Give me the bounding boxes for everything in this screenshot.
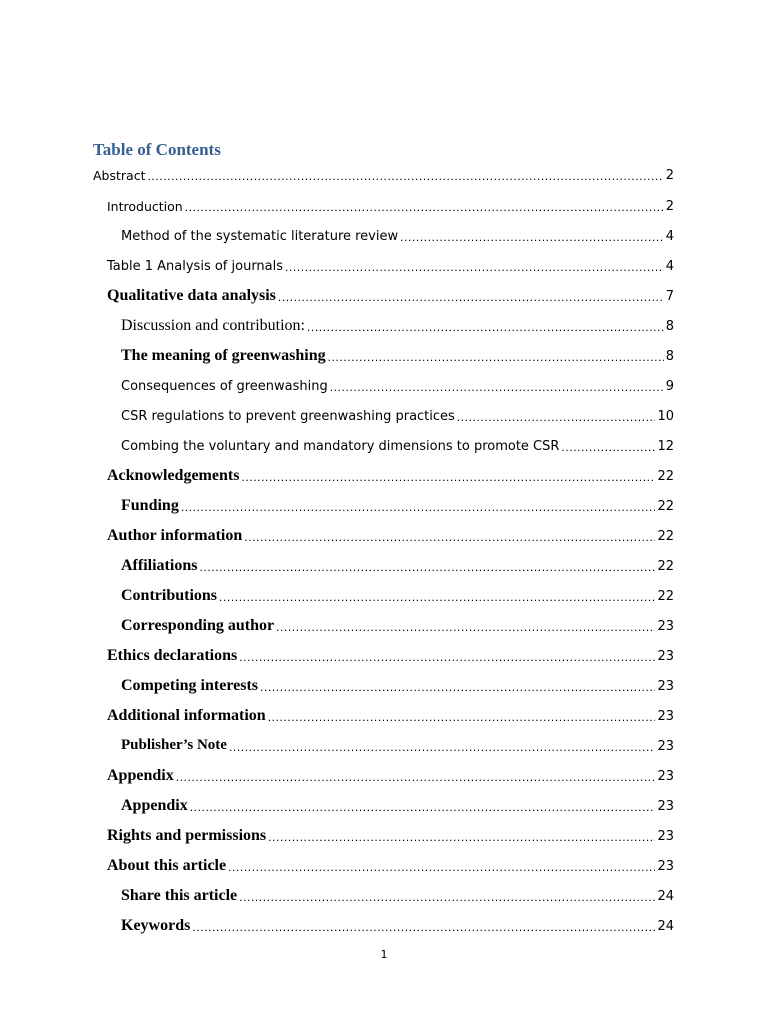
dot-leader [457, 409, 656, 425]
toc-entry-page: 23 [657, 679, 674, 694]
toc-entry-page: 2 [665, 168, 674, 183]
toc-entry-share-this-article[interactable] [121, 881, 674, 905]
toc-entry-additional-information[interactable] [107, 701, 674, 725]
toc-entry-label: Appendix [107, 767, 174, 784]
toc-entry-combing-dimensions[interactable] [121, 431, 674, 455]
toc-entry-contributions[interactable] [121, 581, 674, 605]
toc-entry-label: Introduction [107, 199, 183, 214]
dot-leader [190, 799, 656, 815]
dot-leader [260, 679, 655, 695]
dot-leader [239, 889, 655, 905]
toc-entry-page: 22 [657, 469, 674, 484]
toc-heading: Table of Contents [93, 140, 221, 159]
page-number: 1 [380, 948, 388, 961]
toc-entry-label: Table 1 Analysis of journals [107, 259, 284, 274]
dot-leader [229, 739, 655, 755]
toc-entry-label: Discussion and contribution: [121, 317, 305, 334]
toc-entry-page: 23 [657, 799, 674, 814]
toc-entry-label: About this article [107, 857, 227, 874]
toc-entry-meaning-of-greenwashing[interactable] [121, 341, 674, 365]
dot-leader [185, 199, 664, 215]
toc-entry-page: 23 [657, 619, 674, 634]
dot-leader [147, 168, 663, 184]
toc-entry-keywords[interactable] [121, 911, 674, 935]
dot-leader [400, 229, 664, 245]
dot-leader [561, 439, 655, 455]
toc-entry-label: Corresponding author [121, 617, 275, 634]
toc-entry-label: Contributions [121, 587, 218, 604]
toc-entry-label: Rights and permissions [107, 827, 267, 844]
toc-entry-label: Consequences of greenwashing [121, 379, 328, 394]
toc-entry-page: 8 [665, 349, 674, 364]
toc-entry-abstract[interactable] [93, 160, 674, 184]
toc-entry-page: 24 [657, 919, 674, 934]
toc-entry-label: Combing the voluntary and mandatory dimensions to promote CSR [121, 439, 560, 454]
dot-leader [330, 379, 664, 395]
toc-entry-page: 2 [665, 199, 674, 214]
toc-entry-about-this-article[interactable] [107, 851, 674, 875]
toc-entry-page: 4 [665, 229, 674, 244]
toc-entry-page: 22 [657, 499, 674, 514]
toc-entry-label: Keywords [121, 917, 191, 934]
toc-entry-affiliations[interactable] [121, 551, 674, 575]
toc-entry-page: 7 [665, 289, 674, 304]
dot-leader [268, 829, 655, 845]
dot-leader [285, 259, 664, 275]
dot-leader [278, 289, 664, 305]
toc-entry-label: Publisher’s Note [121, 737, 227, 753]
toc-entry-appendix[interactable] [107, 761, 674, 785]
toc-entry-page: 23 [657, 739, 674, 754]
toc-entry-method[interactable] [121, 221, 674, 245]
toc-entry-label: Share this article [121, 887, 238, 904]
dot-leader [192, 919, 655, 935]
dot-leader [241, 469, 655, 485]
toc-entry-page: 22 [657, 559, 674, 574]
toc-entry-page: 22 [657, 529, 674, 544]
toc-entry-label: Competing interests [121, 677, 259, 694]
dot-leader [268, 709, 656, 725]
toc-entry-page: 12 [657, 439, 674, 454]
toc-entry-page: 23 [657, 829, 674, 844]
dot-leader [328, 349, 664, 365]
toc-entry-page: 23 [657, 859, 674, 874]
dot-leader [307, 319, 664, 335]
toc-entry-page: 9 [665, 379, 674, 394]
toc-entry-page: 8 [665, 319, 674, 334]
toc-entry-publishers-note[interactable] [121, 731, 674, 755]
dot-leader [219, 589, 655, 605]
toc-entry-discussion[interactable] [121, 311, 674, 335]
dot-leader [181, 499, 656, 515]
toc-entry-rights-and-permissions[interactable] [107, 821, 674, 845]
toc-entry-csr-regulations[interactable] [121, 401, 674, 425]
dot-leader [228, 859, 655, 875]
toc-entry-page: 22 [657, 589, 674, 604]
toc-entry-label: Qualitative data analysis [107, 287, 276, 304]
toc-entry-label: Ethics declarations [107, 647, 238, 664]
toc-entry-label: Appendix [121, 797, 188, 814]
toc-entry-page: 10 [657, 409, 674, 424]
toc-entry-label: Method of the systematic literature review [121, 229, 399, 244]
toc-entry-funding[interactable] [121, 491, 674, 515]
toc-entry-page: 24 [657, 889, 674, 904]
toc-entry-appendix-sub[interactable] [121, 791, 674, 815]
toc-entry-consequences[interactable] [121, 371, 674, 395]
toc-entry-corresponding-author[interactable] [121, 611, 674, 635]
toc-entry-table-1[interactable] [107, 251, 674, 275]
toc-entry-label: CSR regulations to prevent greenwashing practices [121, 409, 455, 424]
toc-entry-introduction[interactable] [107, 191, 674, 215]
toc-entry-author-information[interactable] [107, 521, 674, 545]
toc-entry-qualitative-data-analysis[interactable] [107, 281, 674, 305]
toc-entry-competing-interests[interactable] [121, 671, 674, 695]
toc-entry-label: Affiliations [121, 557, 198, 574]
toc-entry-page: 23 [657, 649, 674, 664]
toc-entry-page: 23 [657, 709, 674, 724]
toc-entry-ethics-declarations[interactable] [107, 641, 674, 665]
dot-leader [239, 649, 655, 665]
toc-entry-page: 23 [657, 769, 674, 784]
toc-entry-label: Acknowledgements [107, 467, 240, 484]
toc-entry-page: 4 [665, 259, 674, 274]
toc-entry-label: Author information [107, 527, 243, 544]
dot-leader [199, 559, 655, 575]
toc-entry-label: Abstract [93, 168, 146, 183]
dot-leader [244, 529, 655, 545]
dot-leader [276, 619, 655, 635]
toc-entry-acknowledgements[interactable] [107, 461, 674, 485]
toc-entry-label: Additional information [107, 707, 266, 724]
toc-entry-label: Funding [121, 497, 179, 514]
dot-leader [176, 769, 656, 785]
toc-entry-label: The meaning of greenwashing [121, 347, 326, 364]
